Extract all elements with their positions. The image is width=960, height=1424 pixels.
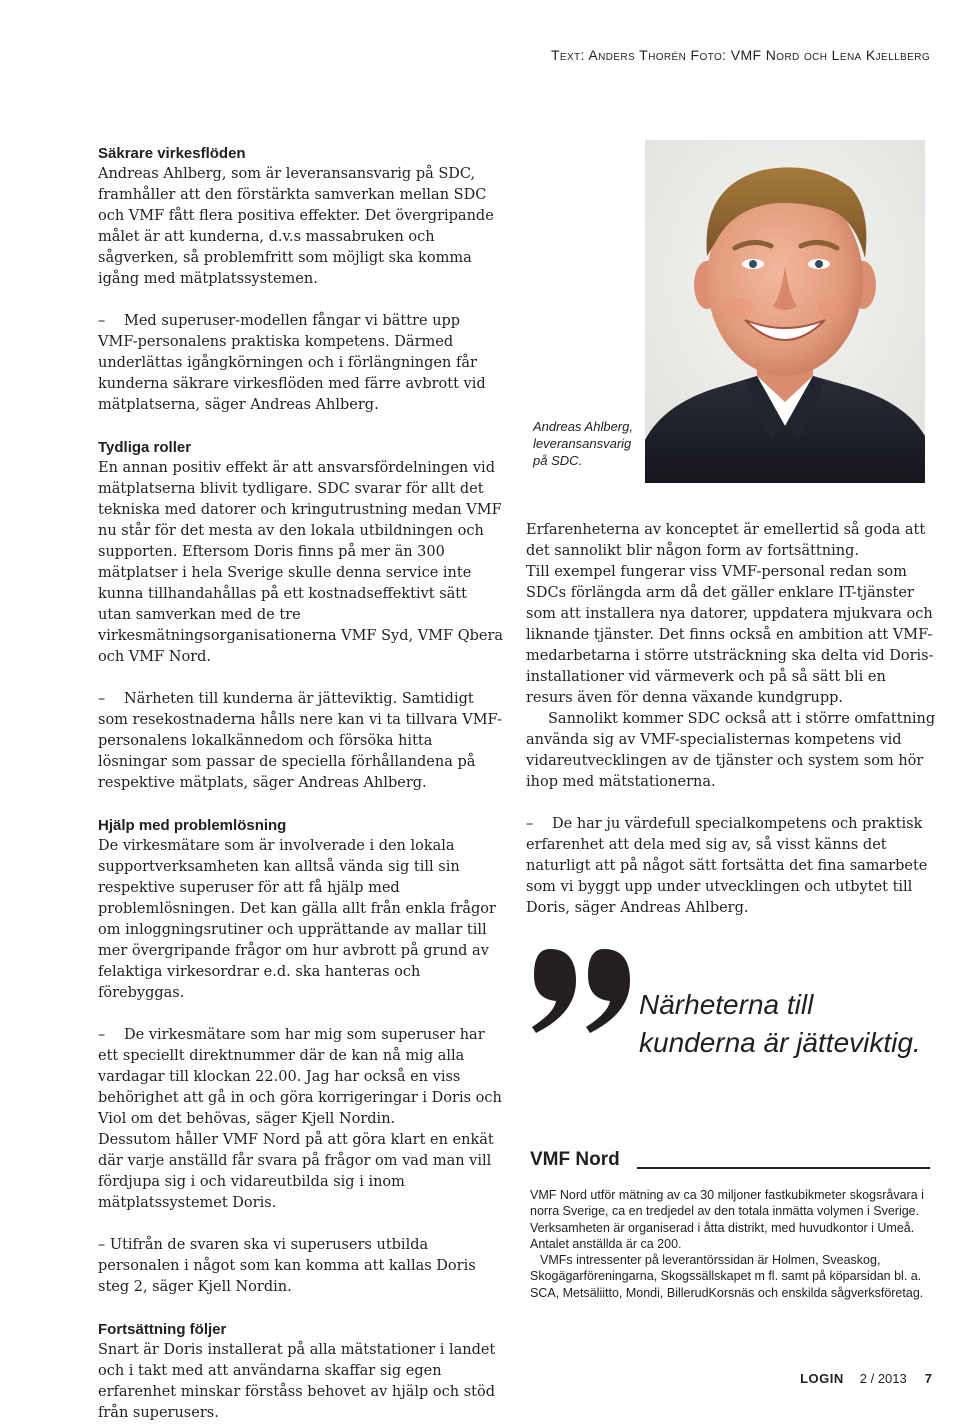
- fact-box-rule: [637, 1167, 930, 1169]
- left-column: [98, 143, 504, 1424]
- section-heading-hjalp-med-problemlosning: Hjälp med problemlösning: [98, 817, 287, 834]
- paragraph: Till exempel fungerar viss VMF-personal redan som SDCs förlängda arm då det gäller enklare IT-tjänster som att installera nya datorer, uppdatera mjukvara och liknande tjänster. Det finns också en ambition att VMF-medarbetarna i större utsträckning ska delta vid Doris-installationer vid värmeverk och på så sätt bli en resurs även för denna växande kundgrupp.: [526, 564, 934, 706]
- quotation-mark-icon: [532, 947, 632, 1037]
- portrait-photo: [645, 140, 925, 483]
- paragraph: Snart är Doris installerat på alla mätstationer i landet och i takt med att användarna skaffar sig egen erfarenhet minskar förståss behovet av hjälp och stöd från superusers.: [98, 1342, 496, 1421]
- magazine-logo: LOGIN: [800, 1371, 844, 1386]
- paragraph: De virkesmätare som är involverade i den lokala supportverksamheten kan alltså vända sig till sin respektive superuser för att få hjälp med problemlösningen. Det kan gälla allt från enkla frågor om inloggningsrutiner och upprättande av mallar till mer övergripande frågor om hur avbrott på grund av felaktiga virkesordrar e.d. ska hanteras och förebyggas.: [98, 838, 496, 1001]
- paragraph: Andreas Ahlberg, som är leveransansvarig på SDC, framhåller att den förstärkta samverkan mellan SDC och VMF fått flera positiva effekter. Det övergripande målet är att kunderna, d.v.s massabruken och sågverken, så problemfritt som möjligt ska komma igång med mätplatssystemen.: [98, 166, 494, 287]
- fact-box-body: [530, 1187, 930, 1301]
- page-number: 7: [924, 1371, 932, 1386]
- fact-box-paragraph: VMF Nord utför mätning av ca 30 miljoner fastkubikmeter skogsråvara i norra Sverige, ca en tredjedel av den totala inmätta volymen i Sverige. Verksamheten är organiserad i åtta distrikt, med huvudkontor i Umeå. Antalet anställda är ca 200.: [530, 1188, 924, 1251]
- quote-dash: –: [98, 691, 106, 707]
- quote-text: De virkesmätare som har mig som superuser har ett speciellt direktnummer där de kan nå mig alla vardagar till klockan 22.00. Jag har också en viss behörighet att gå in och göra korrigeringar i Doris och Viol om det behövas, säger Kjell Nordin.: [98, 1027, 502, 1127]
- fact-box-paragraph: VMFs intressenter på leverantörssidan är Holmen, Sveaskog, Skogägarföreningarna, Skogssällskapet m fl. samt på köparsidan bl. a. SCA, Metsäliitto, Mondi, BillerudKorsnäs och enskilda sågverksföretag.: [530, 1253, 924, 1300]
- quote-dash: –: [98, 1237, 106, 1253]
- paragraph: Dessutom håller VMF Nord på att göra klart en enkät där varje anställd får svara på frågor om vad man vill fördjupa sig i och vidareutbilda sig i inom mätplatssystemet Doris.: [98, 1132, 494, 1211]
- quote-text: Närheten till kunderna är jätteviktig. Samtidigt som resekostnaderna hålls nere kan vi ta tillvara VMF-personalens lokalkännedom och försöka hitta lösningar som passar de speciella förhållandena på respektive mätplats, säger Andreas Ahlberg.: [98, 691, 502, 791]
- portrait-image: [645, 140, 925, 483]
- issue-number: 2 / 2013: [859, 1371, 907, 1386]
- fact-box-heading: VMF Nord: [530, 1149, 620, 1170]
- quote-dash: –: [98, 1027, 106, 1043]
- quote-dash: –: [526, 816, 534, 832]
- section-heading-sakrare-virkesfloden: Säkrare virkesflöden: [98, 145, 246, 162]
- quote-dash: –: [98, 313, 106, 329]
- right-column: [526, 520, 936, 919]
- paragraph: Sannolikt kommer SDC också att i större omfattning använda sig av VMF-specialisternas kompetens vid vidareutvecklingen av de tjänster och system som hör ihop med mätstationerna.: [526, 711, 936, 790]
- quote-paragraph: [98, 1025, 504, 1130]
- article-byline: Text: Anders Thorén Foto: VMF Nord och Lena Kjellberg: [550, 47, 930, 63]
- paragraph: Erfarenheterna av konceptet är emellertid så goda att det sannolikt blir någon form av fortsättning.: [526, 522, 926, 559]
- quote-text: Utifrån de svaren ska vi superusers utbilda personalen i något som kan komma att kallas Doris steg 2, säger Kjell Nordin.: [98, 1237, 476, 1295]
- quote-paragraph: [526, 814, 936, 919]
- quote-text: De har ju värdefull specialkompetens och praktisk erfarenhet att dela med sig av, så visst känns det naturligt att på något sätt fortsätta det fina samarbete som vi byggt upp under utvecklingen och utbytet till Doris, säger Andreas Ahlberg.: [526, 816, 928, 916]
- quote-paragraph: [98, 689, 504, 794]
- photo-caption: Andreas Ahlberg, leveransansvarig på SDC.: [529, 416, 645, 483]
- fact-box-header: [530, 1147, 930, 1173]
- quote-text: Med superuser-modellen fångar vi bättre upp VMF-personalens praktiska kompetens. Därmed underlättas igångkörningen och i förlängningen får kunderna säkrare virkesflöden med färre avbrott vid mätplatserna, säger Andreas Ahlberg.: [98, 313, 486, 413]
- section-heading-tydliga-roller: Tydliga roller: [98, 439, 192, 456]
- quote-paragraph: [98, 311, 504, 416]
- quote-paragraph: [98, 1235, 504, 1298]
- pull-quote: Närheterna till kunderna är jätteviktig.: [639, 989, 921, 1058]
- paragraph: En annan positiv effekt är att ansvarsfördelningen vid mätplatserna blivit tydligare. SDC svarar för allt det tekniska med datorer och kringutrustning medan VMF nu står för det mesta av den lokala utbildningen och supporten. Eftersom Doris finns på mer än 300 mätplatser i hela Sverige skulle denna service inte kunna tillhandahållas på ett kostnadseffektivt sätt utan samverkan med de tre virkesmätningsorganisationerna VMF Syd, VMF Qbera och VMF Nord.: [98, 460, 504, 665]
- section-heading-fortsattning-foljer: Fortsättning följer: [98, 1321, 227, 1338]
- page-footer: [800, 1371, 932, 1387]
